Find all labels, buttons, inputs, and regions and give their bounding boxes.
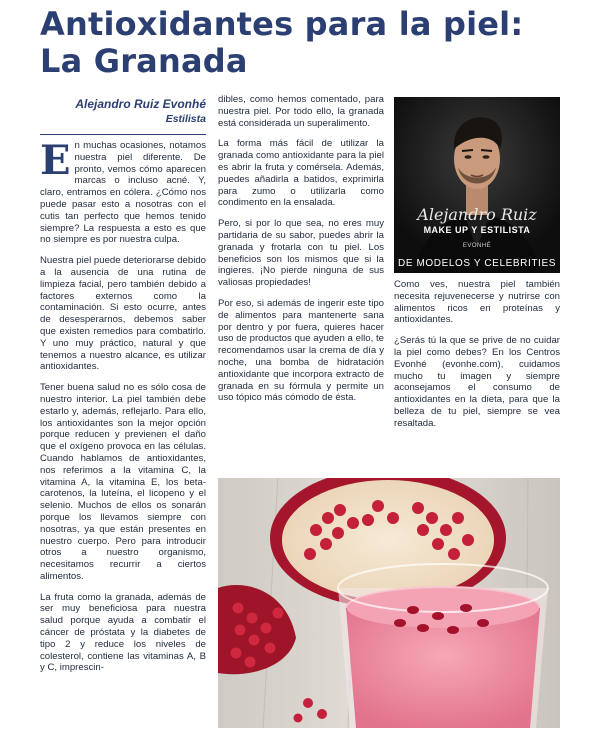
paragraph: Pero, si por lo que sea, no eres muy partidaria de su sabor, puedes abrir la granada y frotarla con tu piel. Los beneficios son los mismos que si la ingieres. ¡No pierde ninguna de sus valiosas propiedades!	[218, 218, 384, 289]
article-title	[40, 6, 580, 80]
pomegranate-smoothie-photo	[218, 478, 560, 728]
stylist-promo-image	[394, 97, 560, 273]
stylist-signature: Alejandro Ruiz	[417, 205, 537, 224]
promo-subline: DE MODELOS Y CELEBRITIES	[398, 258, 556, 269]
byline-divider	[40, 134, 206, 135]
paragraph: ¿Serás tú la que se prive de no cuidar la piel como debes? En los Centros Evonhé (evonhe.com), cuidamos mucho tu imagen y siempre aconsejamos el consumo de antioxidantes en la dieta, para que la belleza de tu piel, siempre se vea resaltada.	[394, 335, 560, 429]
author-name: Alejandro Ruiz Evonhé	[75, 97, 206, 111]
author-byline	[40, 97, 206, 127]
paragraph: Por eso, si además de ingerir este tipo de alimentos para mantenerte sana por dentro y por fuera, quieres hacer uso de productos que ayuden a ello, te recomendamos usar la crema de día y noche, una bomba de hidratación antioxidante que incorpora extracto de granada en su fórmula y permite un uso tópico más cómodo de ésta.	[218, 297, 384, 404]
article-column-1	[40, 137, 206, 683]
brand-badge: EVONHÉ	[462, 243, 492, 249]
title-line-2: La Granada	[40, 42, 248, 80]
drop-cap: E	[40, 137, 71, 184]
paragraph: La forma más fácil de utilizar la granada como antioxidante para la piel es abrir la fruta y comérsela. Además, puedes añadirla a batidos, exprimirla para zumo o utilizarla como condimento en la ensalada.	[218, 138, 384, 209]
pomegranate-smoothie-icon	[218, 478, 560, 728]
paragraph: Tener buena salud no es sólo cosa de nuestro interior. La piel también debe estarlo y, además, reflejarlo. Para ello, los antioxidantes son la mejor opción porque reducen y previenen el daño que el oxígeno provoca en las células. Cuando hablamos de antioxidantes, nos referimos a la vitamina C, la vitamina A, la vitamina E, los beta-carotenos, la luteína, el licopeno y el selenio. Muchos de ellos os sonarán porque los llevamos siempre con nosotras, ya que están presentes en nuestro cuerpo. Pero para introducir otros a nuestro organismo, necesitamos recurrir a ciertos alimentos.	[40, 382, 206, 582]
paragraph: La fruta como la granada, además de ser muy beneficiosa para nuestra salud porque ayuda a combatir el cáncer de próstata y la diabetes de tipo 2 y reduce los niveles de colesterol, contiene las vitaminas A, B y C, imprescin-	[40, 591, 206, 674]
article-column-3	[394, 279, 560, 439]
paragraph: Como ves, nuestra piel también necesita rejuvenecerse y nutrirse con alimentos ricos en proteínas y antioxidantes.	[394, 279, 560, 326]
paragraph-text: n muchas ocasiones, notamos nuestra piel diferente. De pronto, vemos cómo aparecen marcas o incluso acné. Y, claro, entramos en cólera. ¿Cómo nos puede pasar esto a nosotras con el cutis tan perfecto que hemos tenido siempre? La respuesta a esto es que no siempre es por nuestra culpa.	[40, 140, 206, 246]
paragraph: dibles, como hemos comentado, para nuestra piel. Por todo ello, la granada está considerada un superalimento.	[218, 94, 384, 129]
paragraph: Nuestra piel puede deteriorarse debido a la ausencia de una rutina de limpieza facial, pero también debido a factores externos como la contaminación. Si esto ocurre, antes de desesperarnos, debemos saber que existen remedios para combatirlo. Y uno muy práctico, natural y que tenemos a nuestro alcance, es utilizar antioxidantes.	[40, 255, 206, 373]
article-column-2	[218, 94, 384, 413]
author-role: Estilista	[165, 113, 206, 125]
paragraph	[40, 137, 206, 246]
title-line-1: Antioxidantes para la piel:	[40, 5, 524, 43]
promo-headline: MAKE UP Y ESTILISTA	[423, 225, 531, 235]
